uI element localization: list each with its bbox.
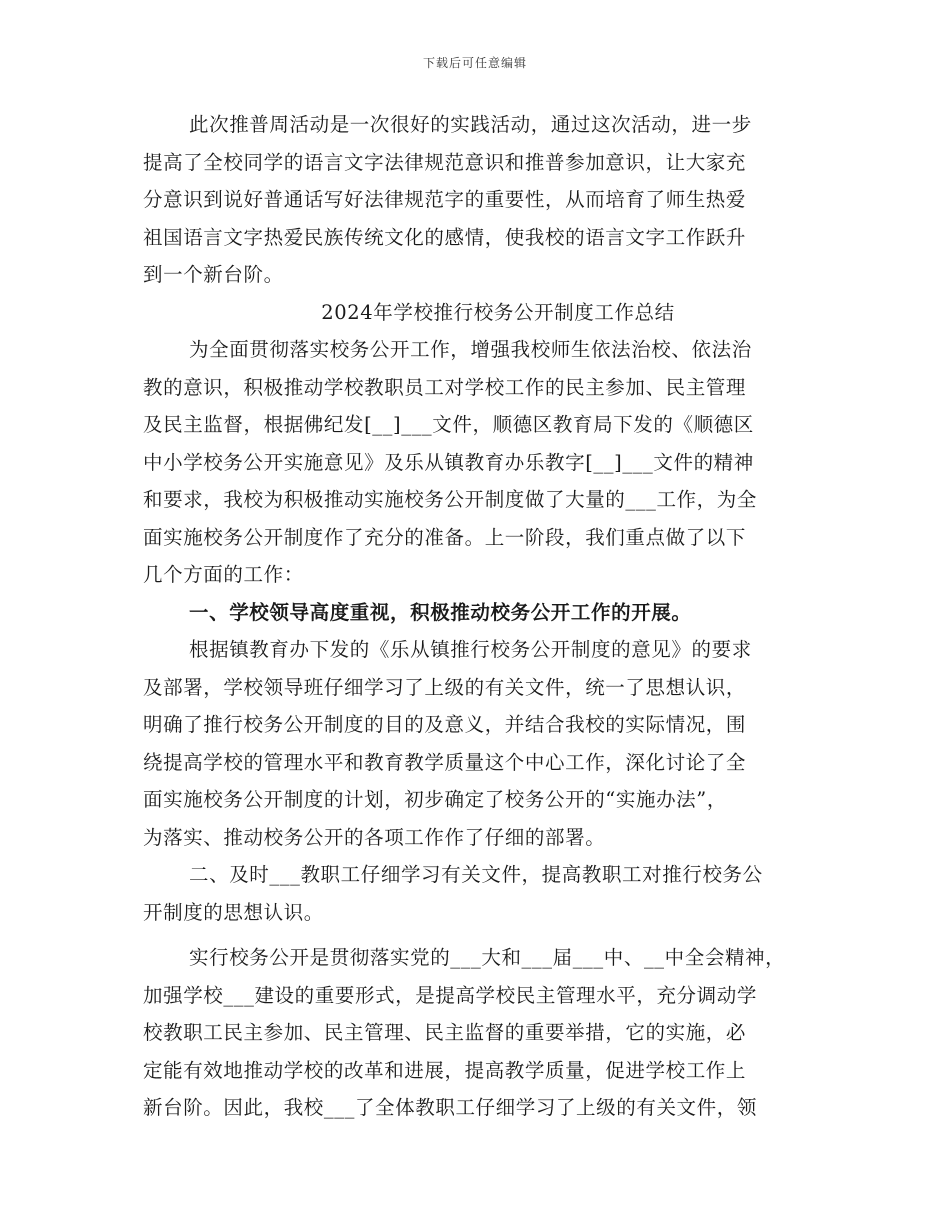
paragraph-line: 绕提高学校的管理水平和教育教学质量这个中心工作，深化讨论了全 — [143, 750, 747, 774]
paragraph-line: 开制度的思想认识。 — [143, 900, 324, 924]
paragraph-line: 和要求，我校为积极推动实施校务公开制度做了大量的___工作，为全 — [143, 488, 757, 511]
paragraph-line: 分意识到说好普通话写好法律规范字的重要性，从而培育了师生热爱 — [143, 188, 747, 211]
paragraph-line: 面实施校务公开制度作了充分的准备。上一阶段，我们重点做了以下 — [143, 525, 747, 549]
paragraph-line: 为落实、推动校务公开的各项工作作了仔细的部署。 — [143, 825, 606, 849]
section-heading: 二、及时___教职工仔细学习有关文件，提高教职工对推行校务公 — [189, 863, 763, 886]
paragraph-line: 教的意识，积极推动学校教职员工对学校工作的民主参加、民主管理 — [143, 375, 747, 399]
paragraph-line: 及部署，学校领导班仔细学习了上级的有关文件，统一了思想认识， — [143, 675, 747, 699]
paragraph-line: 及民主监督，根据佛纪发[__]___文件，顺德区教育局下发的《顺德区 — [143, 413, 754, 436]
paragraph-line: 根据镇教育办下发的《乐从镇推行校务公开制度的意见》的要求 — [189, 638, 752, 661]
section-heading: 一、学校领导高度重视，积极推动校务公开工作的开展。 — [189, 600, 692, 624]
paragraph-line: 几个方面的工作： — [143, 563, 304, 586]
paragraph-line: 祖国语言文字热爱民族传统文化的感情，使我校的语言文字工作跃升 — [143, 225, 747, 249]
paragraph-line: 校教职工民主参加、民主管理、民主监督的重要举措，它的实施，必 — [143, 1021, 747, 1044]
document-body — [143, 106, 813, 1127]
paragraph-line: 新台阶。因此，我校___了全体教职工仔细学习了上级的有关文件，领 — [143, 1096, 757, 1119]
paragraph-line: 面实施校务公开制度的计划，初步确定了校务公开的“实施办法”， — [143, 788, 727, 811]
paragraph-line: 定能有效地推动学校的改革和进展，提高教学质量，促进学校工作上 — [143, 1058, 747, 1082]
paragraph-line: 实行校务公开是贯彻落实党的___大和___届___中、__中全会精神， — [189, 946, 786, 969]
paragraph-line: 提高了全校同学的语言文字法律规范意识和推普参加意识，让大家充 — [143, 150, 747, 174]
paragraph-line: 为全面贯彻落实校务公开工作，增强我校师生依法治校、依法治 — [189, 338, 752, 361]
paragraph-line: 加强学校___建设的重要形式，是提高学校民主管理水平，充分调动学 — [143, 983, 757, 1007]
paragraph-line: 中小学校务公开实施意见》及乐从镇教育办乐教字[__]___文件的精神 — [143, 450, 754, 474]
paragraph-line: 到一个新台阶。 — [143, 263, 284, 286]
section-title: 2024年学校推行校务公开制度工作总结 — [321, 300, 675, 324]
paragraph-line: 此次推普周活动是一次很好的实践活动，通过这次活动，进一步 — [189, 113, 752, 136]
paragraph-line: 明确了推行校务公开制度的目的及意义，并结合我校的实际情况，围 — [143, 713, 747, 736]
header-note: 下载后可任意编辑 — [422, 56, 527, 70]
paragraph-gap — [143, 931, 813, 939]
